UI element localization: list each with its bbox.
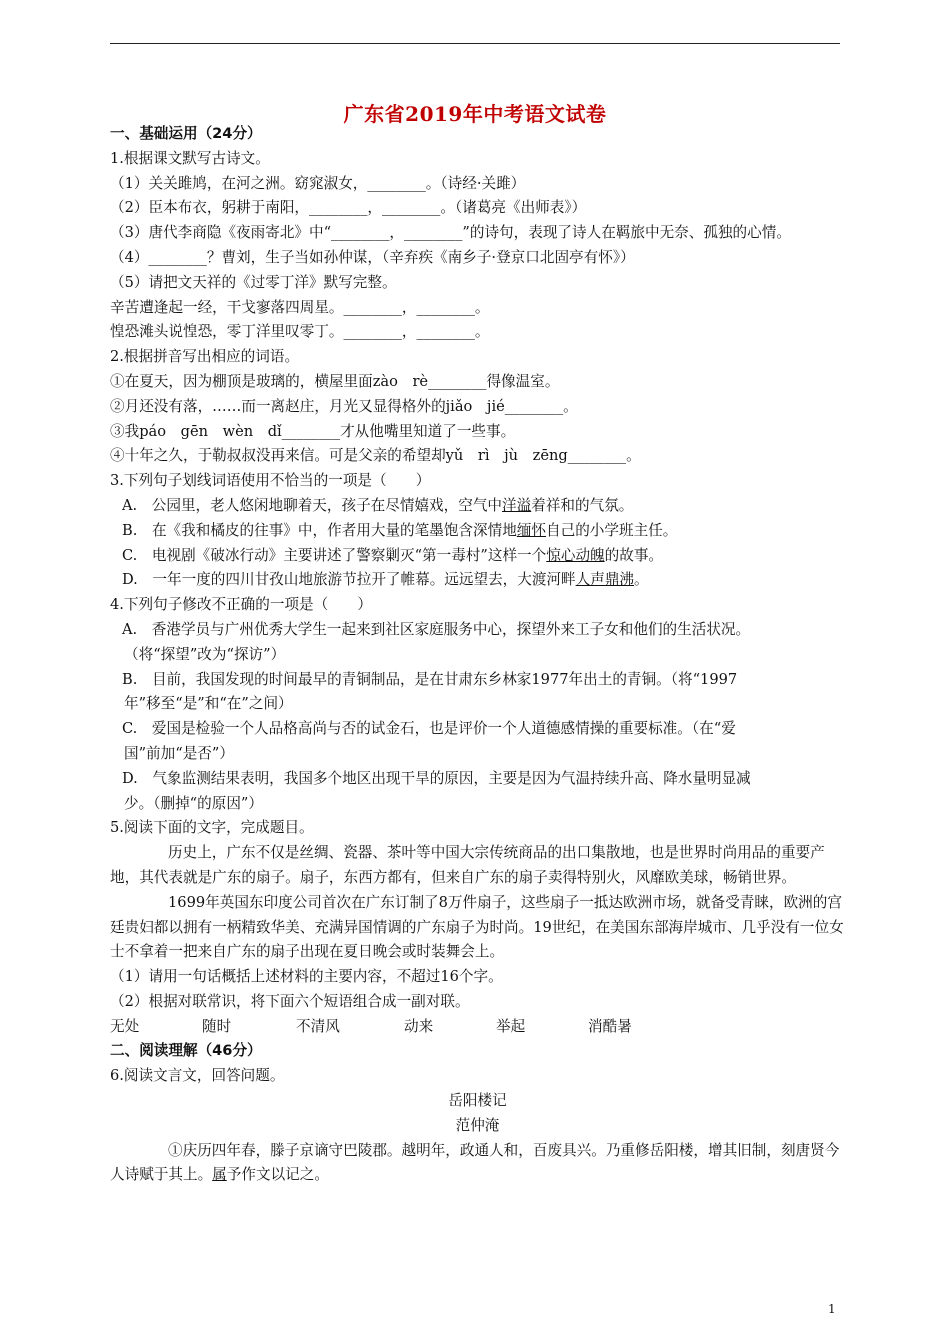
phrase-item: 不清风 — [296, 1017, 340, 1035]
page-number: 1 — [828, 1302, 836, 1316]
q4-option-b-line-1: B. 目前，我国发现的时间最早的青铜制品，是在甘肃东乡林家1977年出土的青铜。（将“1997 — [122, 670, 738, 688]
q1-line-5: （5）请把文天祥的《过零丁洋》默写完整。 — [110, 273, 397, 291]
q5-sub-2: （2）根据对联常识，将下面六个短语组合成一副对联。 — [110, 992, 470, 1010]
page-title: 广东省2019年中考语文试卷 — [343, 102, 607, 126]
q1-stem: 1.根据课文默写古诗文。 — [110, 149, 270, 167]
underlined-word: 洋溢 — [502, 496, 532, 514]
q2-stem: 2.根据拼音写出相应的词语。 — [110, 348, 300, 366]
q3-option-a: A. 公园里，老人悠闲地聊着天，孩子在尽情嬉戏，空气中洋溢着祥和的气氛。 — [122, 496, 634, 514]
q1-line-3: （3）唐代李商隐《夜雨寄北》中“________，________”的诗句，表现了诗人在羁旅中无奈、孤独的心情。 — [110, 224, 791, 242]
q4-option-d-line-2: 少。（删掉“的原因”） — [124, 794, 263, 812]
phrase-item: 随时 — [202, 1017, 232, 1035]
phrase-item: 消酷暑 — [588, 1017, 632, 1035]
q4-stem: 4.下列句子修改不正确的一项是（ ） — [110, 596, 373, 614]
q2-line-3: ③我páo gēn wèn dǐ________才从他嘴里知道了一些事。 — [110, 422, 516, 440]
q4-option-d-line-1: D. 气象监测结果表明，我国多个地区出现干旱的原因，主要是因为气温持续升高、降水量明显减 — [122, 769, 751, 787]
q3-stem: 3.下列句子划线词语使用不恰当的一项是（ ） — [110, 472, 431, 490]
q4-option-c-line-2: 国”前加“是否”） — [124, 744, 234, 762]
q3-option-b: B. 在《我和橘皮的往事》中，作者用大量的笔墨饱含深情地缅怀自己的小学班主任。 — [122, 521, 678, 539]
q4-option-a-line-1: A. 香港学员与广州优秀大学生一起来到社区家庭服务中心，探望外来工子女和他们的生活状况。 — [122, 620, 751, 638]
phrase-item: 无处 — [110, 1017, 140, 1035]
q5-stem: 5.阅读下面的文字，完成题目。 — [110, 819, 314, 837]
q1-line-4: （4）________？曹刘，生子当如孙仲谋，（辛弃疾《南乡子·登京口北固亭有怀》） — [110, 248, 635, 266]
article-title: 岳阳楼记 — [448, 1092, 507, 1110]
q2-line-4: ④十年之久，于勒叔叔没再来信。可是父亲的希望却yǔ rì jù zēng________。 — [110, 447, 641, 465]
article-paragraph-1: ①庆历四年春，滕子京谪守巴陵郡。越明年，政通人和，百废具兴。乃重修岳阳楼，增其旧制，刻唐贤今人诗赋于其上。属予作文以记之。 — [110, 1141, 840, 1184]
header-rule — [110, 43, 840, 44]
q5-phrase-list — [110, 1015, 845, 1040]
q5-paragraph-2: 1699年英国东印度公司首次在广东订制了8万件扇子，这些扇子一抵达欧洲市场，就备受青睐，欧洲的宫廷贵妇都以拥有一柄精致华美、充满异国情调的广东扇子为时尚。19世纪，在美国东部海岸城市、几乎没有一位女士不拿着一把来自广东的扇子出现在夏日晚会或时装舞会上。 — [110, 893, 844, 961]
q4-option-b-line-2: 年”移至“是”和“在”之间） — [124, 695, 293, 713]
section-heading-1: 一、基础运用（24分） — [110, 125, 262, 142]
article-author: 范仲淹 — [455, 1116, 500, 1134]
section-heading-2: 二、阅读理解（46分） — [110, 1042, 262, 1060]
q1-line-1: （1）关关雎鸠，在河之洲。窈窕淑女，________。（诗经·关雎） — [110, 174, 526, 192]
q6-stem: 6.阅读文言文，回答问题。 — [110, 1067, 285, 1085]
q3-option-d: D. 一年一度的四川甘孜山地旅游节拉开了帷幕。远远望去，大渡河畔人声鼎沸。 — [122, 571, 649, 589]
exam-content — [110, 122, 845, 1188]
underlined-word: 属 — [212, 1166, 227, 1184]
underlined-word: 人声鼎沸 — [575, 571, 635, 589]
q1-line-6: 辛苦遭逢起一经，干戈寥落四周星。________，________。 — [110, 298, 490, 316]
q3-option-c: C. 电视剧《破冰行动》主要讲述了警察剿灭“第一毒村”这样一个惊心动魄的故事。 — [122, 546, 664, 564]
phrase-item: 动来 — [404, 1017, 434, 1035]
q2-line-2: ②月还没有落，……而一离赵庄，月光又显得格外的jiǎo jié________。 — [110, 397, 578, 415]
q1-line-2: （2）臣本布衣，躬耕于南阳，________，________。（诸葛亮《出师表》） — [110, 199, 587, 217]
q4-option-a-line-2: （将“探望”改为“探访”） — [124, 645, 286, 663]
q5-paragraph-1: 历史上，广东不仅是丝绸、瓷器、茶叶等中国大宗传统商品的出口集散地，也是世界时尚用品的重要产地，其代表就是广东的扇子。扇子，东西方都有，但来自广东的扇子卖得特别火，风靡欧美球，畅销世界。 — [110, 844, 825, 886]
q2-line-1: ①在夏天，因为棚顶是玻璃的，横屋里面zào rè________得像温室。 — [110, 372, 560, 390]
phrase-item: 举起 — [496, 1017, 526, 1035]
underlined-word: 惊心动魄 — [546, 546, 605, 564]
underlined-word: 缅怀 — [516, 521, 547, 539]
q4-option-c-line-1: C. 爱国是检验一个人品格高尚与否的试金石，也是评价一个人道德感情操的重要标准。（在“爱 — [122, 720, 736, 738]
q5-sub-1: （1）请用一句话概括上述材料的主要内容，不超过16个字。 — [110, 968, 503, 986]
q1-line-7: 惶恐滩头说惶恐，零丁洋里叹零丁。________，________。 — [110, 323, 490, 341]
